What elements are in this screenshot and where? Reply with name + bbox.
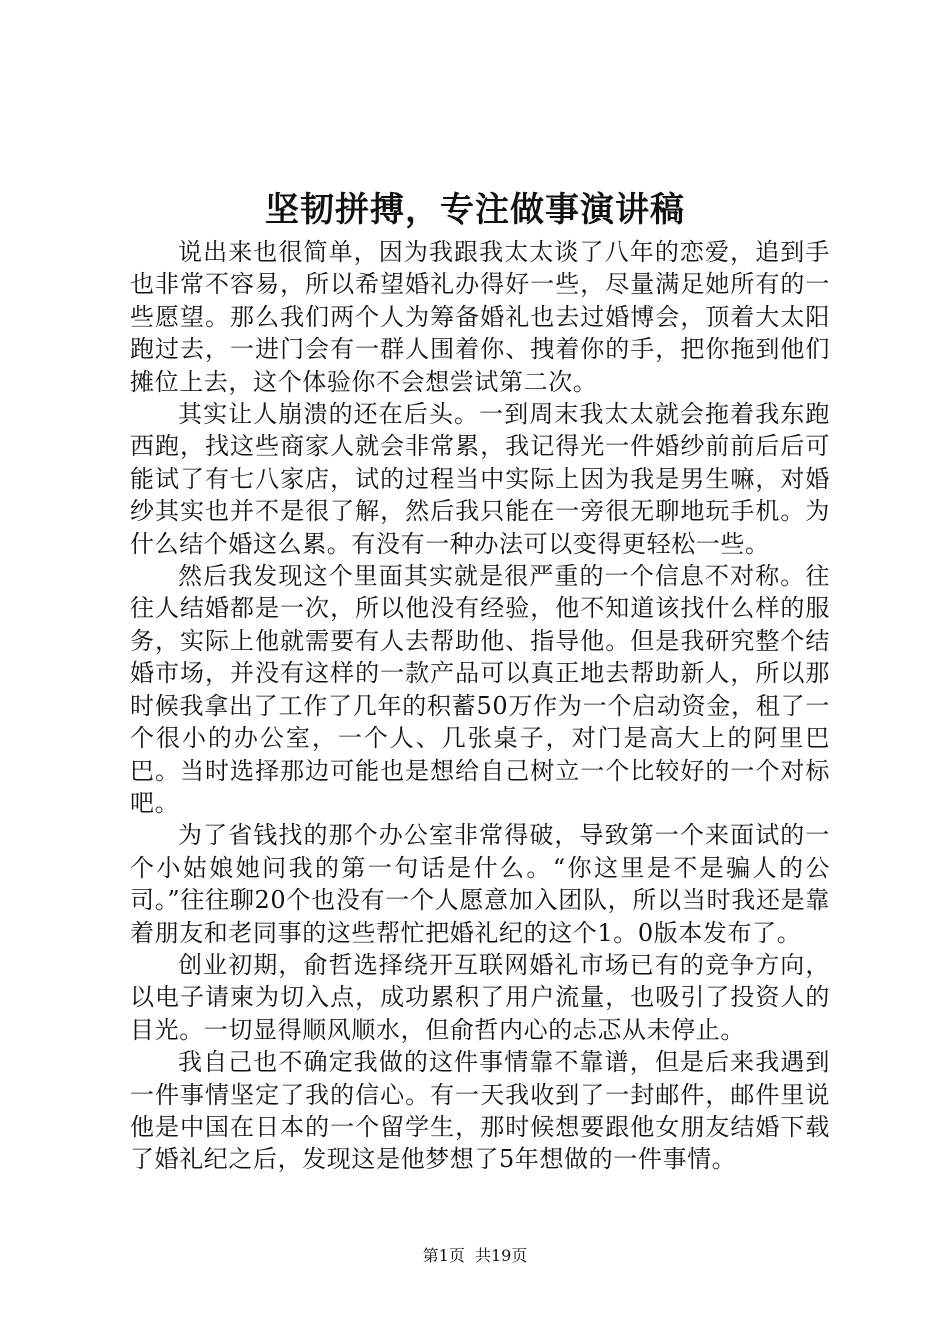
paragraph: 其实让人崩溃的还在后头。一到周末我太太就会拖着我东跑西跑，找这些商家人就会非常累，我记得光一件婚纱前前后后可能试了有七八家店，试的过程当中实际上因为我是男生嘛，对婚纱其实也并不是很了解，然后我只能在一旁很无聊地玩手机。为什么结个婚这么累。有没有一种办法可以变得更轻松一些。 xyxy=(130,400,830,558)
paragraph: 创业初期，俞哲选择绕开互联网婚礼市场已有的竞争方向，以电子请柬为切入点，成功累积了用户流量，也吸引了投资人的目光。一切显得顺风顺水，但俞哲内心的忐忑从未停止。 xyxy=(130,950,830,1044)
paragraph: 说出来也很简单，因为我跟我太太谈了八年的恋爱，追到手也非常不容易，所以希望婚礼办得好一些，尽量满足她所有的一些愿望。那么我们两个人为筹备婚礼也去过婚博会，顶着大太阳跑过去，一进门会有一群人围着你、拽着你的手，把你拖到他们摊位上去，这个体验你不会想尝试第二次。 xyxy=(130,238,830,396)
document-body xyxy=(130,236,830,1176)
paragraph: 我自己也不确定我做的这件事情靠不靠谱，但是后来我遇到一件事情坚定了我的信心。有一天我收到了一封邮件，邮件里说他是中国在日本的一个留学生，那时候想要跟他女朋友结婚下载了婚礼纪之后，发现这是他梦想了5年想做的一件事情。 xyxy=(130,1048,830,1174)
paragraph: 然后我发现这个里面其实就是很严重的一个信息不对称。往往人结婚都是一次，所以他没有经验，他不知道该找什么样的服务，实际上他就需要有人去帮助他、指导他。但是我研究整个结婚市场，并没有这样的一款产品可以真正地去帮助新人，所以那时候我拿出了工作了几年的积蓄50万作为一个启动资金，租了一个很小的办公室，一个人、几张桌子，对门是高大上的阿里巴巴。当时选择那边可能也是想给自己树立一个比较好的一个对标吧。 xyxy=(130,562,830,817)
paragraph: 为了省钱找的那个办公室非常得破，导致第一个来面试的一个小姑娘她问我的第一句话是什么。“你这里是不是骗人的公司。”往往聊20个也没有一个人愿意加入团队，所以当时我还是靠着朋友和老同事的这些帮忙把婚礼纪的这个1。0版本发布了。 xyxy=(130,821,830,947)
page-footer: 第1页 共19页 xyxy=(422,1246,528,1265)
document-title: 坚韧拼搏，专注做事演讲稿 xyxy=(265,190,685,230)
